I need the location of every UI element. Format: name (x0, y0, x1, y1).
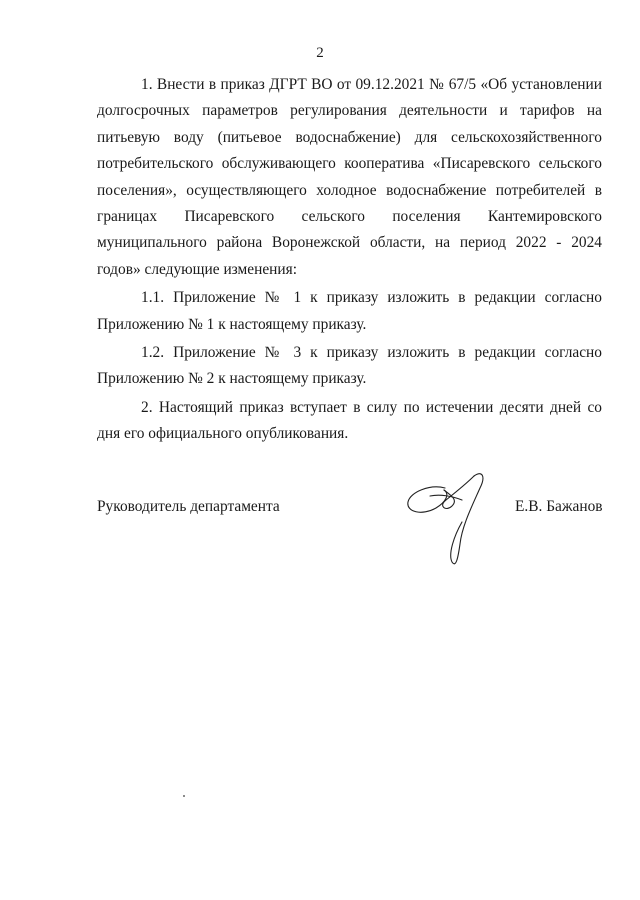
signatory-position: Руководитель департамента (97, 498, 280, 515)
page-number: 2 (316, 45, 324, 61)
document-body (97, 72, 602, 448)
paragraph-item-1-1: 1.1. Приложение № 1 к приказу изложить в редакции согласно Приложению № 1 к настоящему приказу. (97, 289, 602, 333)
paragraph-amendment-intro: 1. Внести в приказ ДГРТ ВО от 09.12.2021 № 67/5 «Об установлении долгосрочных параметров регулирования деятельности и тарифов на питьевую воду (питьевое водоснабжение) для сельскохозяйственного потребительского обслуживающего кооператива «Писаревского сельского поселения», осуществляющего холодное водоснабжение потребителей в границах Писаревского сельского поселения Кантемировского муниципального района Воронежской области, на период 2022 - 2024 годов» следующие изменения: (97, 76, 602, 278)
scan-speck (183, 795, 185, 797)
handwritten-signature (400, 466, 500, 576)
signatory-name: Е.В. Бажанов (515, 498, 603, 515)
paragraph-item-1-2: 1.2. Приложение № 3 к приказу изложить в редакции согласно Приложению № 2 к настоящему приказу. (97, 344, 602, 388)
paragraph-effective-date: 2. Настоящий приказ вступает в силу по истечении десяти дней со дня его официального опубликования. (97, 398, 602, 443)
